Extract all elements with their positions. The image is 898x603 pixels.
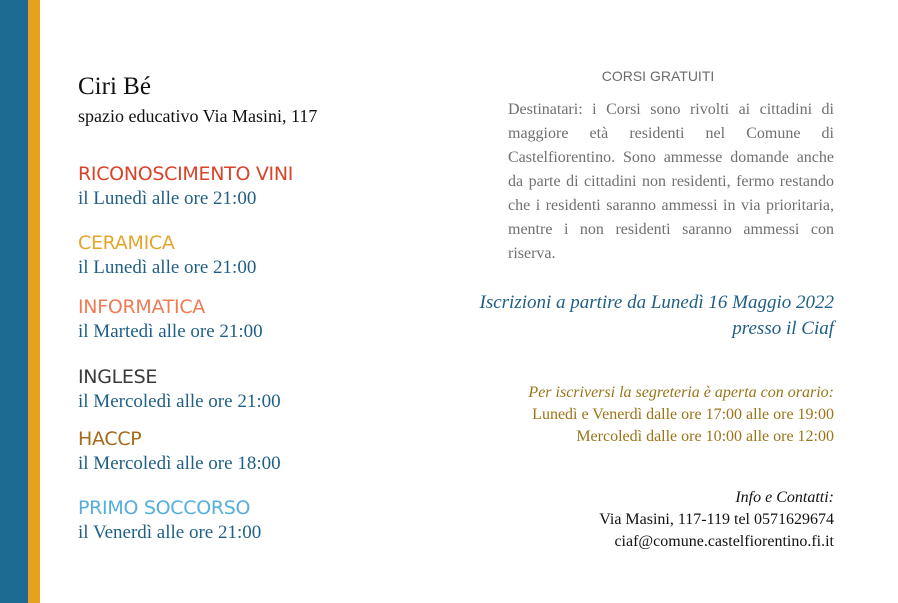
venue-name: Ciri Bé (78, 73, 151, 100)
course-schedule: il Mercoledì alle ore 21:00 (78, 391, 281, 412)
course-riconoscimento-vini (78, 163, 293, 211)
course-title: HACCP (78, 428, 142, 450)
segreteria-intro: Per iscriversi la segreteria è aperta con orario: (528, 384, 834, 401)
course-schedule: il Mercoledì alle ore 18:00 (78, 453, 281, 474)
segreteria-line-1: Lunedì e Venerdì dalle ore 17:00 alle ore 19:00 (532, 406, 834, 423)
course-title: INGLESE (78, 366, 158, 388)
course-schedule: il Venerdì alle ore 21:00 (78, 522, 262, 543)
course-haccp (78, 428, 281, 476)
iscrizioni-line-1: Iscrizioni a partire da Lunedì 16 Maggio 2022 (479, 292, 834, 313)
course-title: INFORMATICA (78, 296, 205, 318)
course-schedule: il Martedì alle ore 21:00 (78, 321, 263, 342)
corsi-gratuiti-heading: CORSI GRATUITI (601, 68, 715, 84)
left-blue-stripe (0, 0, 28, 603)
left-gold-stripe (28, 0, 40, 603)
course-title: PRIMO SOCCORSO (78, 497, 251, 519)
course-schedule: il Lunedì alle ore 21:00 (78, 188, 257, 209)
info-heading: Info e Contatti: (735, 489, 834, 506)
course-inglese (78, 366, 281, 414)
course-primo-soccorso (78, 497, 261, 545)
corsi-gratuiti-body: Destinatari: i Corsi sono rivolti ai cittadini di maggiore età residenti nel Comune di Castelfiorentino. Sono ammesse domande anche da parte di cittadini non residenti, fermo restando che i residenti saranno ammessi in via prioritaria, mentre i non residenti saranno ammessi con riserva. (508, 101, 834, 262)
course-title: CERAMICA (78, 232, 175, 254)
course-informatica (78, 296, 263, 344)
venue-address: spazio educativo Via Masini, 117 (78, 106, 318, 126)
venue-block (78, 72, 317, 128)
course-title: RICONOSCIMENTO VINI (78, 163, 294, 185)
iscrizioni-notice (420, 290, 834, 342)
course-schedule: il Lunedì alle ore 21:00 (78, 257, 257, 278)
info-contatti (460, 487, 834, 553)
info-address: Via Masini, 117-119 tel 0571629674 (599, 511, 834, 528)
segreteria-line-2: Mercoledì dalle ore 10:00 alle ore 12:00 (576, 428, 834, 445)
info-email[interactable]: ciaf@comune.castelfiorentino.fi.it (614, 533, 834, 550)
course-ceramica (78, 232, 256, 280)
iscrizioni-line-2: presso il Ciaf (732, 318, 834, 339)
segreteria-hours (460, 382, 834, 448)
